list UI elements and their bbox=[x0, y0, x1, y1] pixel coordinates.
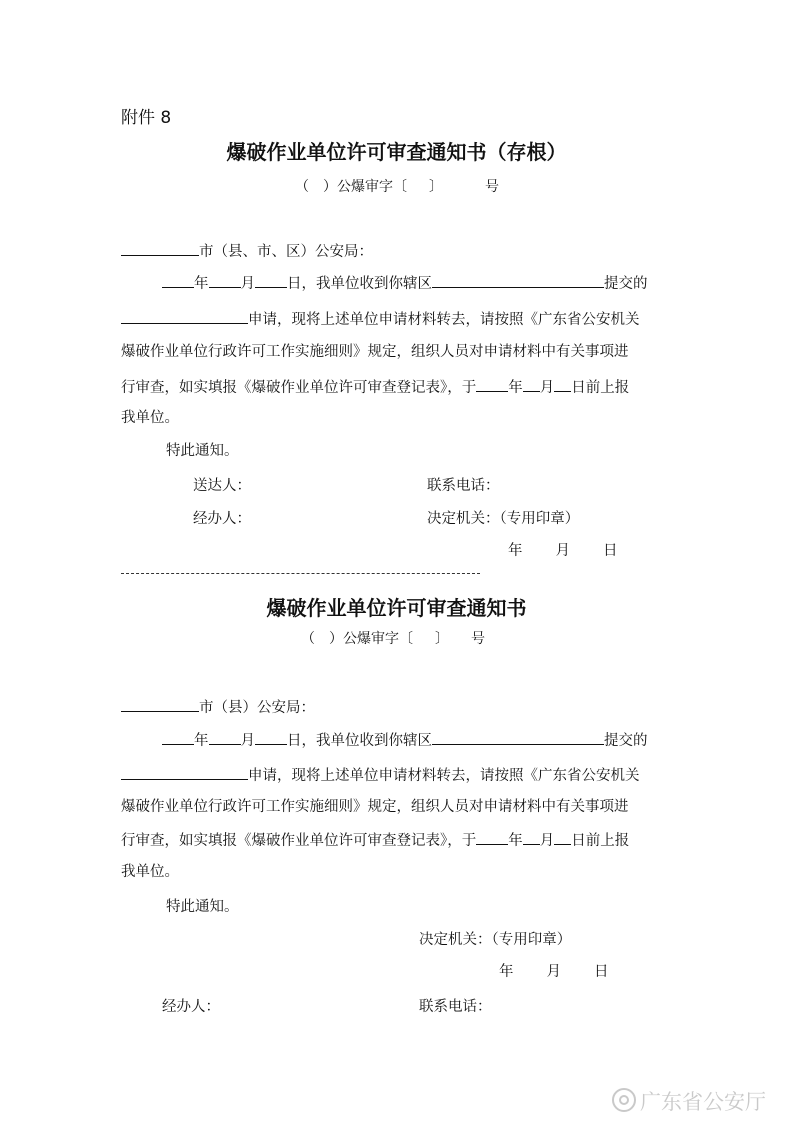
notice-title: 爆破作业单位许可审查通知书 bbox=[266, 596, 527, 620]
attachment-label: 附件 8 bbox=[121, 108, 172, 128]
stub-paragraph-line-5: 我单位。 bbox=[121, 410, 179, 426]
cut-line-divider bbox=[121, 573, 480, 574]
blank-field[interactable] bbox=[121, 240, 199, 256]
stub-authority-label: 决定机关：（专用印章） bbox=[427, 511, 580, 527]
stub-phone-label: 联系电话： bbox=[427, 478, 500, 494]
stub-paragraph-line-2: 申请，现将上述单位申请材料转去，请按照《广东省公安机关 bbox=[121, 308, 640, 330]
notice-notice: 特此通知。 bbox=[166, 899, 239, 915]
police-badge-icon bbox=[612, 1088, 636, 1112]
stub-date: 年 月 日 bbox=[508, 543, 618, 559]
notice-doc-number: （ ）公爆审字〔 〕 号 bbox=[301, 631, 485, 647]
stub-deliverer-label: 送达人： bbox=[193, 478, 251, 494]
notice-addressee: 市（县）公安局： bbox=[121, 696, 315, 718]
notice-phone-label: 联系电话： bbox=[419, 999, 492, 1015]
stub-notice: 特此通知。 bbox=[166, 443, 239, 459]
blank-field[interactable] bbox=[121, 764, 248, 780]
notice-paragraph-line-4: 行审查，如实填报《爆破作业单位许可审查登记表》，于 年 月 日前上报 bbox=[121, 829, 629, 851]
notice-paragraph-line-3: 爆破作业单位行政许可工作实施细则》规定，组织人员对申请材料中有关事项进 bbox=[121, 799, 629, 815]
blank-field[interactable] bbox=[162, 729, 194, 745]
blank-field[interactable] bbox=[255, 729, 287, 745]
blank-field[interactable] bbox=[209, 729, 241, 745]
blank-field[interactable] bbox=[432, 272, 604, 288]
blank-field[interactable] bbox=[554, 829, 571, 845]
blank-field[interactable] bbox=[162, 272, 194, 288]
notice-handler-label: 经办人： bbox=[162, 999, 220, 1015]
blank-field[interactable] bbox=[476, 376, 508, 392]
blank-field[interactable] bbox=[476, 829, 508, 845]
blank-field[interactable] bbox=[523, 376, 540, 392]
blank-field[interactable] bbox=[121, 696, 199, 712]
notice-authority-label: 决定机关：（专用印章） bbox=[419, 932, 572, 948]
blank-field[interactable] bbox=[554, 376, 571, 392]
blank-field[interactable] bbox=[255, 272, 287, 288]
stub-title: 爆破作业单位许可审查通知书（存根） bbox=[226, 140, 567, 164]
notice-paragraph-line-2: 申请，现将上述单位申请材料转去，请按照《广东省公安机关 bbox=[121, 764, 640, 786]
blank-field[interactable] bbox=[523, 829, 540, 845]
watermark: 广东省公安厅 bbox=[612, 1086, 766, 1116]
notice-paragraph-line-5: 我单位。 bbox=[121, 864, 179, 880]
stub-addressee: 市（县、市、区）公安局： bbox=[121, 240, 373, 262]
stub-paragraph-line-3: 爆破作业单位行政许可工作实施细则》规定，组织人员对申请材料中有关事项进 bbox=[121, 344, 629, 360]
blank-field[interactable] bbox=[121, 308, 248, 324]
stub-paragraph-line-1: 年 月 日，我单位收到你辖区 提交的 bbox=[162, 272, 648, 294]
notice-paragraph-line-1: 年 月 日，我单位收到你辖区 提交的 bbox=[162, 729, 648, 751]
stub-doc-number: （ ）公爆审字〔 〕 号 bbox=[295, 179, 499, 195]
stub-handler-label: 经办人： bbox=[193, 511, 251, 527]
stub-paragraph-line-4: 行审查，如实填报《爆破作业单位许可审查登记表》，于 年 月 日前上报 bbox=[121, 376, 629, 398]
notice-date: 年 月 日 bbox=[499, 964, 609, 980]
blank-field[interactable] bbox=[432, 729, 604, 745]
blank-field[interactable] bbox=[209, 272, 241, 288]
